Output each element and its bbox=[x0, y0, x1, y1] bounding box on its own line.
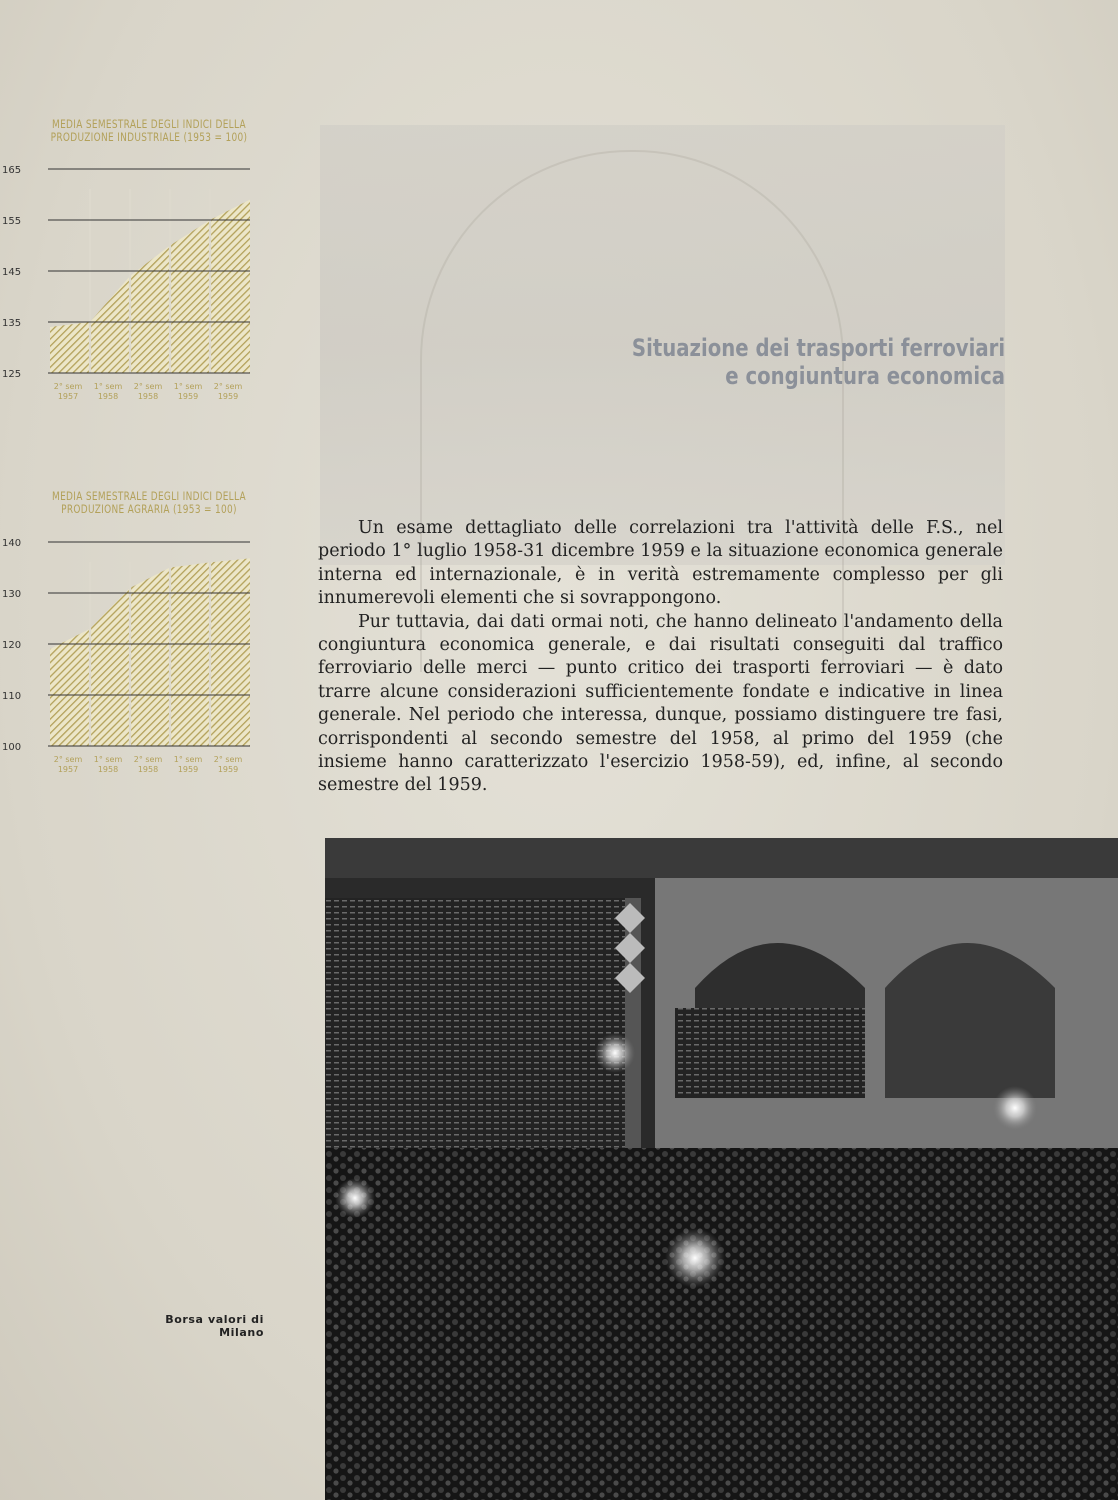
y-tick-label: 130 bbox=[2, 589, 22, 600]
stock-exchange-photo bbox=[325, 838, 1118, 1500]
y-tick-label: 100 bbox=[2, 742, 22, 753]
area-series bbox=[50, 558, 250, 746]
x-tick-label: 2° sem bbox=[133, 382, 163, 391]
agricultural-production-chart bbox=[24, 490, 274, 516]
agricultural-production-plot bbox=[0, 528, 280, 790]
x-tick-year: 1959 bbox=[177, 392, 199, 401]
x-tick-year: 1958 bbox=[97, 392, 119, 401]
x-tick-year: 1958 bbox=[137, 765, 159, 774]
article-body bbox=[318, 517, 1003, 798]
chart-title-line1: MEDIA SEMESTRALE DEGLI INDICI DELLA bbox=[52, 489, 246, 503]
x-tick-year: 1957 bbox=[57, 765, 79, 774]
paragraph-1: Un esame dettagliato delle correlazioni tra l'attività delle F.S., nel periodo 1° luglio 1958-31 dicembre 1959 e la situazione economica generale interna ed internazionale, è in verità estremamente complesso per gli innumerevoli elementi che si sovrappongono. bbox=[318, 518, 1003, 609]
chart-title-line1: MEDIA SEMESTRALE DEGLI INDICI DELLA bbox=[52, 117, 246, 131]
x-tick-label: 1° sem bbox=[173, 382, 203, 391]
y-tick-label: 155 bbox=[2, 216, 22, 227]
x-tick-label: 2° sem bbox=[133, 755, 163, 764]
y-tick-label: 135 bbox=[2, 318, 22, 329]
y-tick-label: 110 bbox=[2, 691, 22, 702]
y-tick-label: 140 bbox=[2, 538, 22, 549]
x-tick-label: 2° sem bbox=[53, 382, 83, 391]
x-tick-label: 1° sem bbox=[93, 382, 123, 391]
x-tick-year: 1958 bbox=[97, 765, 119, 774]
y-tick-label: 120 bbox=[2, 640, 22, 651]
x-tick-label: 2° sem bbox=[213, 755, 243, 764]
x-tick-label: 1° sem bbox=[93, 755, 123, 764]
chart-title-line2: PRODUZIONE AGRARIA (1953 = 100) bbox=[61, 502, 237, 516]
area-series bbox=[50, 200, 250, 373]
x-tick-year: 1959 bbox=[177, 765, 199, 774]
x-tick-year: 1959 bbox=[217, 765, 239, 774]
x-tick-label: 2° sem bbox=[213, 382, 243, 391]
photo-caption: Borsa valori di Milano bbox=[165, 1313, 264, 1339]
heading-line2: e congiuntura economica bbox=[725, 362, 1005, 390]
y-tick-label: 145 bbox=[2, 267, 22, 278]
paragraph-2: Pur tuttavia, dai dati ormai noti, che hanno delineato l'andamento della congiuntura economica generale, e dai risultati conseguiti dal traffico ferroviario delle merci — punto critico dei trasporti ferroviari — è dato trarre alcune considerazioni sufficientemente fondate e indicative in linea generale. Nel periodo che interessa, dunque, possiamo distinguere tre fasi, corrispondenti al secondo semestre del 1958, al primo del 1959 (che insieme hanno caratterizzato l'esercizio 1958-59), ed, infine, al secondo semestre del 1959. bbox=[318, 611, 1003, 796]
industrial-production-plot bbox=[0, 155, 280, 415]
y-tick-label: 125 bbox=[2, 369, 22, 380]
x-tick-label: 1° sem bbox=[173, 755, 203, 764]
x-tick-year: 1959 bbox=[217, 392, 239, 401]
industrial-production-chart bbox=[24, 118, 274, 144]
section-heading bbox=[632, 334, 1005, 390]
chart-title-line2: PRODUZIONE INDUSTRIALE (1953 = 100) bbox=[50, 130, 248, 144]
x-tick-label: 2° sem bbox=[53, 755, 83, 764]
heading-line1: Situazione dei trasporti ferroviari bbox=[631, 334, 1005, 362]
y-tick-label: 165 bbox=[2, 165, 22, 176]
x-tick-year: 1958 bbox=[137, 392, 159, 401]
x-tick-year: 1957 bbox=[57, 392, 79, 401]
